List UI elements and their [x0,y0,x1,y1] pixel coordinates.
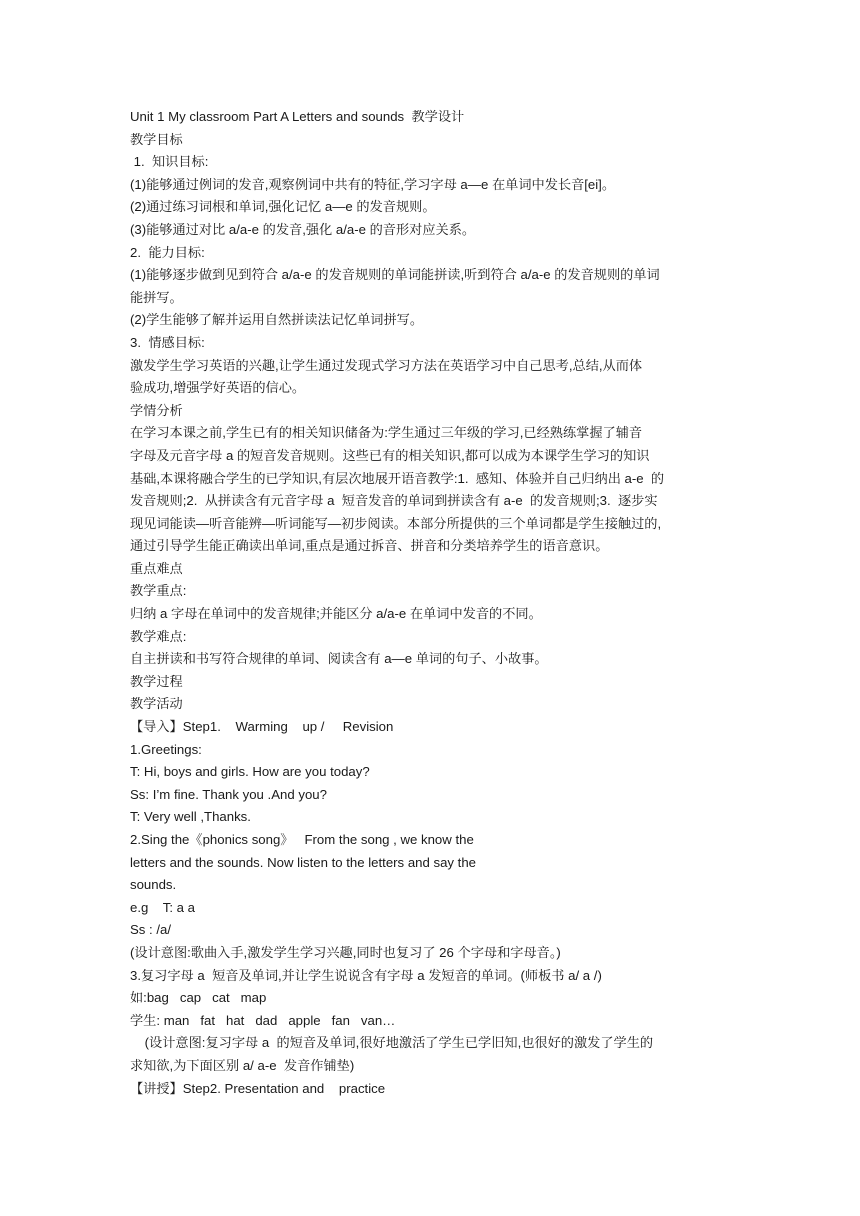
dialogue-line: Ss: I’m fine. Thank you .And you? [130,786,327,802]
text-line: 基础,本课将融合学生的已学知识,有层次地展开语音教学:1. 感知、体验并自己归纳出 a-e 的 [130,470,665,486]
design-note: (设计意图:歌曲入手,激发学生学习兴趣,同时也复习了 26 个字母和字母音。) [130,944,561,960]
subheading: 3. 情感目标: [130,334,205,350]
dialogue-line: T: Very well ,Thanks. [130,809,251,825]
text-line: 字母及元音字母 a 的短音发音规则。这些已有的相关知识,都可以成为本课学生学习的知识 [130,447,650,463]
subheading: 教学重点: [130,583,187,599]
step-heading: 【导入】Step1. Warming up / Revision [130,719,394,735]
section-heading: 学情分析 [130,402,183,418]
text-line: 2.Sing the《phonics song》 From the song , we know the [130,832,474,847]
text-line: (1)能够通过例词的发音,观察例词中共有的特征,学习字母 a—e 在单词中发长音[ei]。 [130,176,616,192]
document-title: Unit 1 My classroom Part A Letters and sounds 教学设计 [130,109,465,124]
word-list: 如:bag cap cat map [130,990,267,1006]
text-line: (1)能够逐步做到见到符合 a/a-e 的发音规则的单词能拼读,听到符合 a/a-e 的发音规则的单词 [130,267,660,283]
section-heading: 重点难点 [130,560,183,576]
text-line: (2)学生能够了解并运用自然拼读法记忆单词拼写。 [130,312,424,328]
text-line: 发音规则;2. 从拼读含有元音字母 a 短音发音的单词到拼读含有 a-e 的发音规则;3. 逐步实 [130,493,658,509]
text-line: sounds. [130,877,177,893]
section-heading: 教学过程 [130,673,183,689]
text-line: 1.Greetings: [130,741,202,757]
text-line: 归纳 a 字母在单词中的发音规律;并能区分 a/a-e 在单词中发音的不同。 [130,606,542,622]
section-heading: 教学活动 [130,696,183,712]
step-heading: 【讲授】Step2. Presentation and practice [130,1080,386,1096]
document-body [130,106,734,1100]
design-note: (设计意图:复习字母 a 的短音及单词,很好地激活了学生已学旧知,也很好的激发了学生的 [130,1035,654,1051]
text-line: (3)能够通过对比 a/a-e 的发音,强化 a/a-e 的音形对应关系。 [130,221,476,237]
text-line: 激发学生学习英语的兴趣,让学生通过发现式学习方法在英语学习中自己思考,总结,从而体 [130,357,643,373]
text-line: 通过引导学生能正确读出单词,重点是通过拆音、拼音和分类培养学生的语音意识。 [130,538,609,554]
dialogue-line: T: Hi, boys and girls. How are you today? [130,764,370,780]
example-line: Ss : /a/ [130,922,172,938]
text-line: 3.复习字母 a 短音及单词,并让学生说说含有字母 a 发短音的单词。(师板书 a/ a /) [130,967,602,983]
section-heading: 教学目标 [130,131,183,147]
subheading: 教学难点: [130,628,187,644]
subheading: 2. 能力目标: [130,244,205,260]
text-line: 验成功,增强学好英语的信心。 [130,380,306,396]
word-list: 学生: man fat hat dad apple fan van… [130,1012,396,1028]
text-line: letters and the sounds. Now listen to the letters and say the [130,854,477,870]
text-line: 在学习本课之前,学生已有的相关知识储备为:学生通过三年级的学习,已经熟练掌握了辅音 [130,425,643,441]
text-line: (2)通过练习词根和单词,强化记忆 a—e 的发音规则。 [130,199,436,215]
text-line: 现见词能读—听音能辨—听词能写—初步阅读。本部分所提供的三个单词都是学生接触过的, [130,515,662,531]
text-line: 自主拼读和书写符合规律的单词、阅读含有 a—e 单词的句子、小故事。 [130,651,548,667]
design-note: 求知欲,为下面区别 a/ a-e 发音作铺垫) [130,1057,355,1073]
subheading: 1. 知识目标: [130,154,209,170]
example-line: e.g T: a a [130,899,196,915]
text-line: 能拼写。 [130,289,183,305]
